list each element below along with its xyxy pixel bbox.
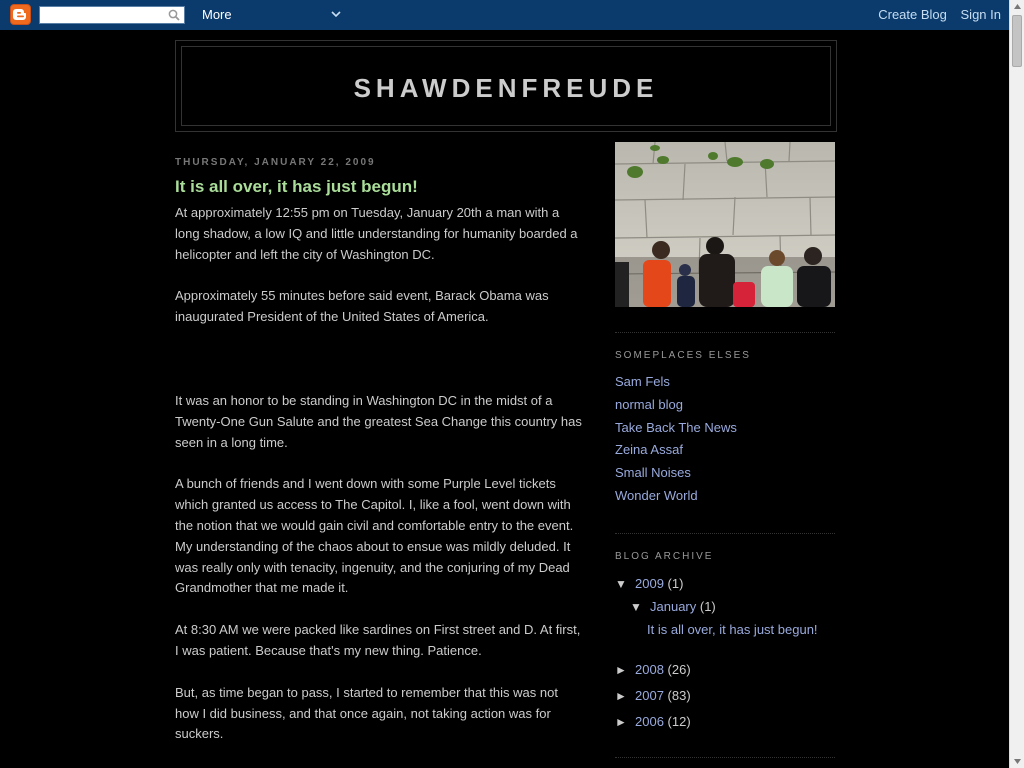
post-paragraph: A bunch of friends and I went down with some Purple Level tickets which granted us access to The Capitol. I, like a fool, went down with the notion that we would gain civil and comfortable entry to the event. My understanding of the chaos about to ensue was mildly deluded. It was really only with tenacity, ingenuity, and the conjuring of my Dead Grandmother that me made it. (175, 476, 574, 596)
archive-post-row (615, 618, 835, 641)
archive-count: (26) (667, 661, 691, 677)
create-blog-link[interactable]: Create Blog (878, 7, 947, 22)
archive-year-row (615, 683, 835, 709)
archive-month-row (615, 595, 835, 618)
post-date: THURSDAY, JANUARY 22, 2009 (175, 157, 376, 168)
expand-toggle-icon[interactable]: ► (615, 688, 627, 703)
blog-title[interactable]: SHAWDENFREUDE (353, 73, 659, 103)
post-paragraph: It was an honor to be standing in Washington DC in the midst of a Twenty-One Gun Salute and the greatest Sea Change this country has seen in a long time. (175, 392, 582, 450)
archive-post-link[interactable]: It is all over, it has just begun! (647, 621, 818, 637)
sign-in-link[interactable]: Sign In (960, 7, 1001, 22)
blog-header-inner (181, 46, 831, 126)
scroll-down-arrow-icon[interactable] (1010, 754, 1024, 768)
archive-year-link[interactable]: 2007 (635, 687, 664, 703)
archive-year-link[interactable]: 2006 (635, 713, 664, 729)
collapse-toggle-icon[interactable]: ▼ (630, 599, 642, 614)
blog-archive (615, 572, 835, 735)
post-paragraph: At 8:30 AM we were packed like sardines on First street and D. At first, I was patient. Because that's my new thing. Patience. (175, 622, 581, 658)
sidebar-link-take-back-the-news[interactable]: Take Back The News (615, 419, 737, 435)
links-list (615, 371, 835, 508)
blogger-navbar (0, 0, 1009, 30)
sidebar-link-normal-blog[interactable]: normal blog (615, 396, 683, 412)
sidebar-link-sam-fels[interactable]: Sam Fels (615, 374, 670, 389)
sidebar-link-wonder-world[interactable]: Wonder World (615, 487, 698, 503)
archive-year-row (615, 657, 835, 683)
search-input[interactable] (39, 6, 185, 24)
archive-count: (1) (699, 598, 716, 614)
post-spacer (175, 349, 585, 391)
sidebar-link-zeina-assaf[interactable]: Zeina Assaf (615, 442, 683, 458)
archive-count: (83) (667, 687, 691, 703)
archive-year-row (615, 709, 835, 735)
archive-year-link[interactable]: 2008 (635, 661, 664, 677)
sidebar (615, 142, 835, 768)
post-paragraph: Approximately 55 minutes before said event, Barack Obama was inaugurated President of the United States of America. (175, 288, 549, 325)
chevron-down-icon[interactable] (330, 8, 342, 20)
main-column (175, 157, 585, 766)
scroll-up-arrow-icon[interactable] (1010, 0, 1024, 14)
blogger-logo-icon[interactable] (10, 4, 31, 25)
post-paragraph: But, as time began to pass, I started to remember that this was not how I did business, and that once again, not taking action was for suckers. (175, 684, 558, 742)
archive-year-link[interactable]: 2009 (635, 575, 664, 591)
search-icon[interactable] (168, 9, 180, 21)
vertical-scrollbar[interactable] (1009, 0, 1024, 768)
blog-header (175, 40, 837, 132)
expand-toggle-icon[interactable]: ► (615, 714, 627, 729)
archive-month-link[interactable]: January (650, 598, 697, 614)
archive-count: (1) (667, 575, 684, 591)
sidebar-separator (615, 533, 835, 534)
collapse-toggle-icon[interactable]: ▼ (615, 576, 627, 591)
post-paragraph: At approximately 12:55 pm on Tuesday, January 20th a man with a long shadow, a low IQ and little understanding for humanity boarded a helicopter and left the city of Washington DC. (175, 205, 578, 262)
sidebar-separator (615, 332, 835, 333)
links-heading: SOMEPLACES ELSES (615, 350, 751, 361)
scrollbar-thumb[interactable] (1012, 15, 1022, 67)
sidebar-separator (615, 757, 835, 758)
expand-toggle-icon[interactable]: ► (615, 662, 627, 677)
archive-spacer (615, 641, 835, 657)
archive-heading: BLOG ARCHIVE (615, 550, 714, 562)
post-body (175, 203, 585, 745)
archive-year-row (615, 572, 835, 595)
sidebar-link-small-noises[interactable]: Small Noises (615, 465, 691, 481)
archive-count: (12) (667, 713, 691, 729)
post-title[interactable]: It is all over, it has just begun! (175, 177, 418, 196)
header-photo (615, 142, 835, 307)
more-menu[interactable]: More (202, 7, 232, 22)
